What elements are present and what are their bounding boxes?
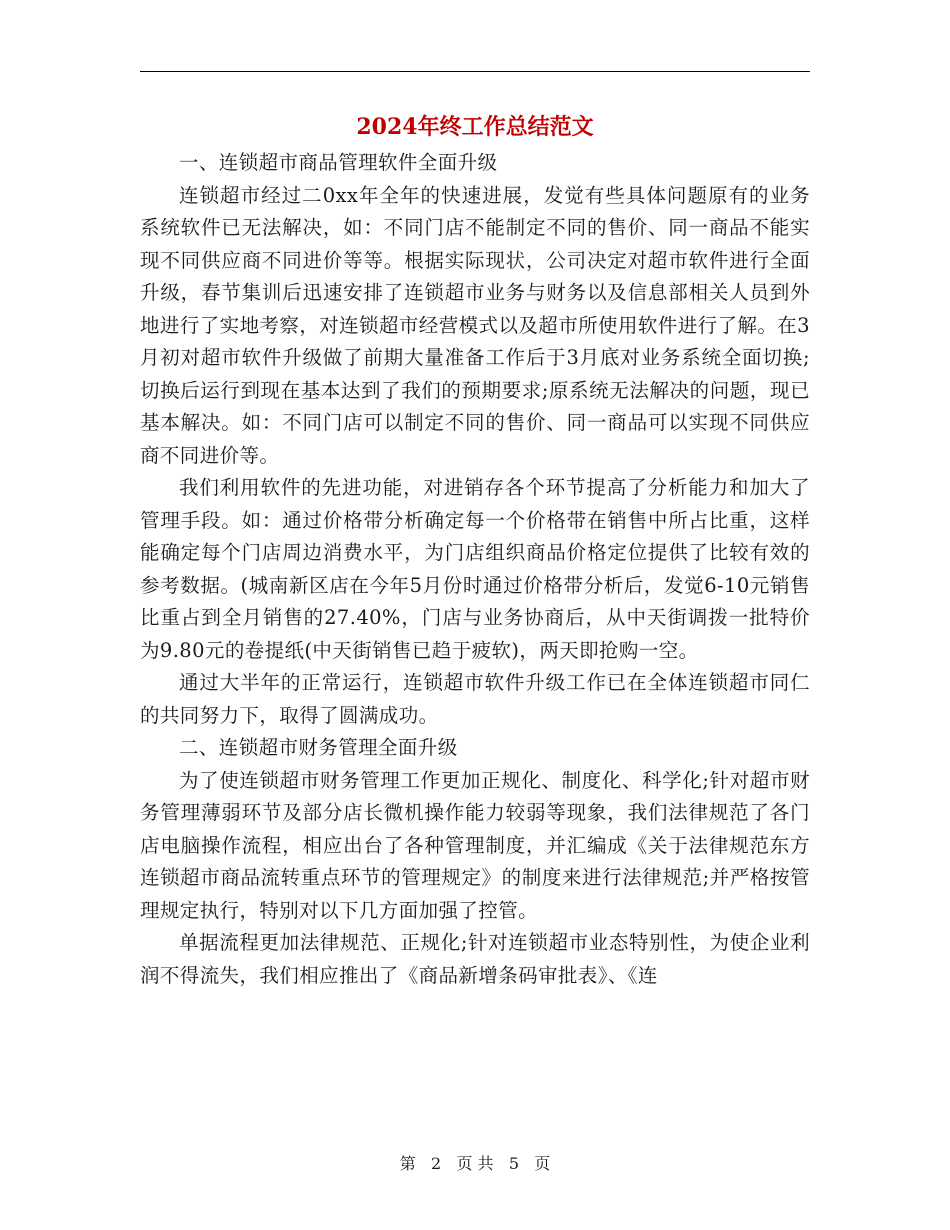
- body-paragraph: 通过大半年的正常运行，连锁超市软件升级工作已在全体连锁超市同仁的共同努力下，取得了圆满成功。: [140, 671, 810, 727]
- body-paragraph: 连锁超市经过二0xx年全年的快速进展，发觉有些具体问题原有的业务系统软件已无法解决，如：不同门店不能制定不同的售价、同一商品不能实现不同供应商不同进价等等。根据实际现状，公司决定对超市软件进行全面升级，春节集训后迅速安排了连锁超市业务与财务以及信息部相关人员到外地进行了实地考察，对连锁超市经营模式以及超市所使用软件进行了解。在3月初对超市软件升级做了前期大量准备工作后于3月底对业务系统全面切换;切换后运行到现在基本达到了我们的预期要求;原系统无法解决的问题，现已基本解决。如：不同门店可以制定不同的售价、同一商品可以实现不同供应商不同进价等。: [140, 183, 810, 467]
- page-footer: [140, 1152, 810, 1176]
- footer-suffix: 页: [534, 1154, 551, 1173]
- section-heading: 一、连锁超市商品管理软件全面升级: [179, 151, 498, 174]
- document-body: [140, 147, 810, 992]
- footer-total-pages: 5: [508, 1154, 520, 1173]
- footer-prefix: 第: [399, 1154, 416, 1173]
- footer-current-page: 2: [430, 1154, 442, 1173]
- section-heading: 二、连锁超市财务管理全面升级: [179, 736, 458, 759]
- document-title: 2024年终工作总结范文: [356, 114, 594, 140]
- body-paragraph: 为了使连锁超市财务管理工作更加正规化、制度化、科学化;针对超市财务管理薄弱环节及部分店长微机操作能力较弱等现象，我们法律规范了各门店电脑操作流程，相应出台了各种管理制度，并汇编成《关于法律规范东方连锁超市商品流转重点环节的管理规定》的制度来进行法律规范;并严格按管理规定执行，特别对以下几方面加强了控管。: [140, 768, 810, 922]
- footer-middle: 页 共: [456, 1154, 494, 1173]
- body-paragraph: 单据流程更加法律规范、正规化;针对连锁超市业态特别性，为使企业利润不得流失，我们相应推出了《商品新增条码审批表》、《连: [140, 931, 810, 987]
- header-rule: [140, 71, 810, 72]
- body-paragraph: 我们利用软件的先进功能，对进销存各个环节提高了分析能力和加大了管理手段。如：通过价格带分析确定每一个价格带在销售中所占比重，这样能确定每个门店周边消费水平，为门店组织商品价格定位提供了比较有效的参考数据。(城南新区店在今年5月份时通过价格带分析后，发觉6-10元销售比重占到全月销售的27.40%，门店与业务协商后，从中天街调拨一批特价为9.80元的卷提纸(中天街销售已趋于疲软)，两天即抢购一空。: [140, 476, 810, 662]
